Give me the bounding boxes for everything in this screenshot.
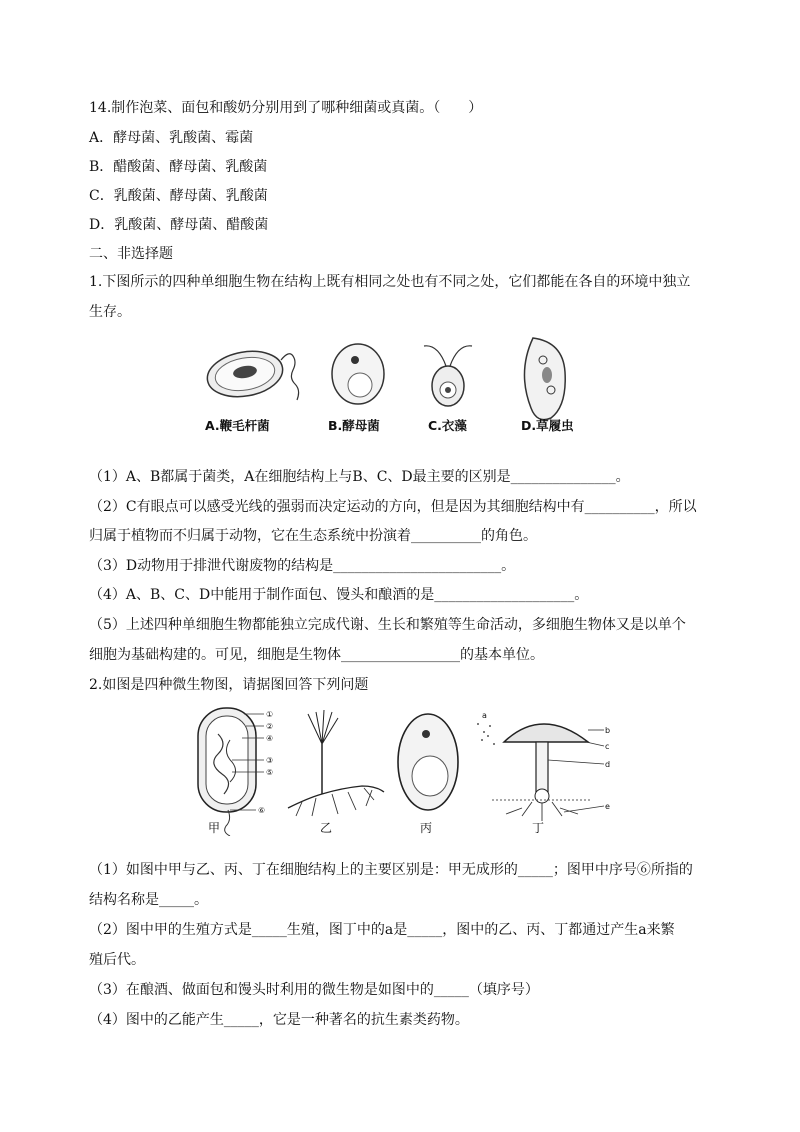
- q1-sub4: （4）A、B、C、D中能用于制作面包、馒头和酿酒的是____________________。: [89, 587, 589, 603]
- q2-stem: 2.如图是四种微生物图，请据图回答下列问题: [89, 677, 369, 693]
- q1-stem-line2: 生存。: [89, 304, 131, 320]
- label-5: ⑤: [266, 768, 274, 777]
- q1-sub2-line2: 归属于植物而不归属于动物，它在生态系统中扮演着__________的角色。: [89, 528, 537, 544]
- bacterium-jia-illustration: [198, 708, 264, 836]
- q14-option-c: C．乳酸菌、酵母菌、乳酸菌: [89, 188, 268, 204]
- q2-figure: [192, 704, 612, 836]
- label-d: d: [605, 760, 611, 769]
- q14-option-b: B．醋酸菌、酵母菌、乳酸菌: [89, 159, 268, 175]
- label-bing: 丙: [420, 821, 433, 835]
- label-b: b: [605, 726, 611, 735]
- caption-b: B.酵母菌: [328, 418, 380, 433]
- bacterium-illustration: [204, 346, 299, 403]
- label-c: c: [605, 742, 610, 751]
- paramecium-illustration: [524, 338, 565, 420]
- q1-sub5-line1: （5）上述四种单细胞生物都能独立完成代谢、生长和繁殖等生命活动，多细胞生物体又是以单个: [89, 617, 686, 633]
- caption-c: C.衣藻: [428, 418, 467, 433]
- q1-figure: [203, 330, 593, 440]
- q2-sub1-line1: （1）如图中甲与乙、丙、丁在细胞结构上的主要区别是：甲无成形的_____；图甲中序号⑥所指的: [89, 862, 693, 878]
- q14-option-a: A．酵母菌、乳酸菌、霉菌: [89, 130, 254, 146]
- q2-sub2-line2: 殖后代。: [89, 952, 145, 968]
- label-yi: 乙: [320, 821, 333, 835]
- yeast-bing-illustration: [398, 714, 458, 810]
- q2-sub2-line1: （2）图中甲的生殖方式是_____生殖，图丁中的a是_____，图中的乙、丙、丁都通过产生a来繁: [89, 922, 675, 938]
- penicillium-illustration: [288, 710, 384, 816]
- label-1: ①: [266, 710, 274, 719]
- label-4: ④: [266, 734, 274, 743]
- q14-option-d: D．乳酸菌、酵母菌、醋酸菌: [89, 217, 269, 233]
- q2-sub4: （4）图中的乙能产生_____，它是一种著名的抗生素类药物。: [89, 1012, 469, 1028]
- section-title: 二、非选择题: [89, 246, 173, 262]
- q1-sub1: （1）A、B都属于菌类，A在细胞结构上与B、C、D最主要的区别是_______________。: [89, 469, 630, 485]
- chlamydomonas-illustration: [424, 346, 472, 406]
- caption-a: A.鞭毛杆菌: [205, 418, 270, 433]
- mushroom-illustration: [477, 723, 604, 821]
- yeast-illustration: [332, 344, 384, 404]
- q2-sub3: （3）在酿酒、做面包和馒头时利用的微生物是如图中的_____（填序号）: [89, 982, 539, 998]
- q1-sub3: （3）D动物用于排泄代谢废物的结构是________________________。: [89, 558, 516, 574]
- label-6: ⑥: [258, 806, 266, 815]
- label-ding: 丁: [532, 821, 545, 835]
- q1-sub5-line2: 细胞为基础构建的。可见，细胞是生物体_________________的基本单位。: [89, 647, 544, 663]
- label-3: ③: [266, 756, 274, 765]
- caption-d: D.草履虫: [521, 418, 574, 433]
- q14-stem: 14.制作泡菜、面包和酸奶分别用到了哪种细菌或真菌。（ ）: [89, 100, 483, 116]
- label-2: ②: [266, 722, 274, 731]
- label-a: a: [482, 711, 487, 720]
- q2-sub1-line2: 结构名称是_____。: [89, 892, 208, 908]
- label-e: e: [605, 802, 610, 811]
- label-jia: 甲: [208, 821, 221, 835]
- q1-stem-line1: 1.下图所示的四种单细胞生物在结构上既有相同之处也有不同之处，它们都能在各自的环境中独立: [89, 274, 691, 290]
- q1-sub2-line1: （2）C有眼点可以感受光线的强弱而决定运动的方向，但是因为其细胞结构中有__________，所以: [89, 499, 697, 515]
